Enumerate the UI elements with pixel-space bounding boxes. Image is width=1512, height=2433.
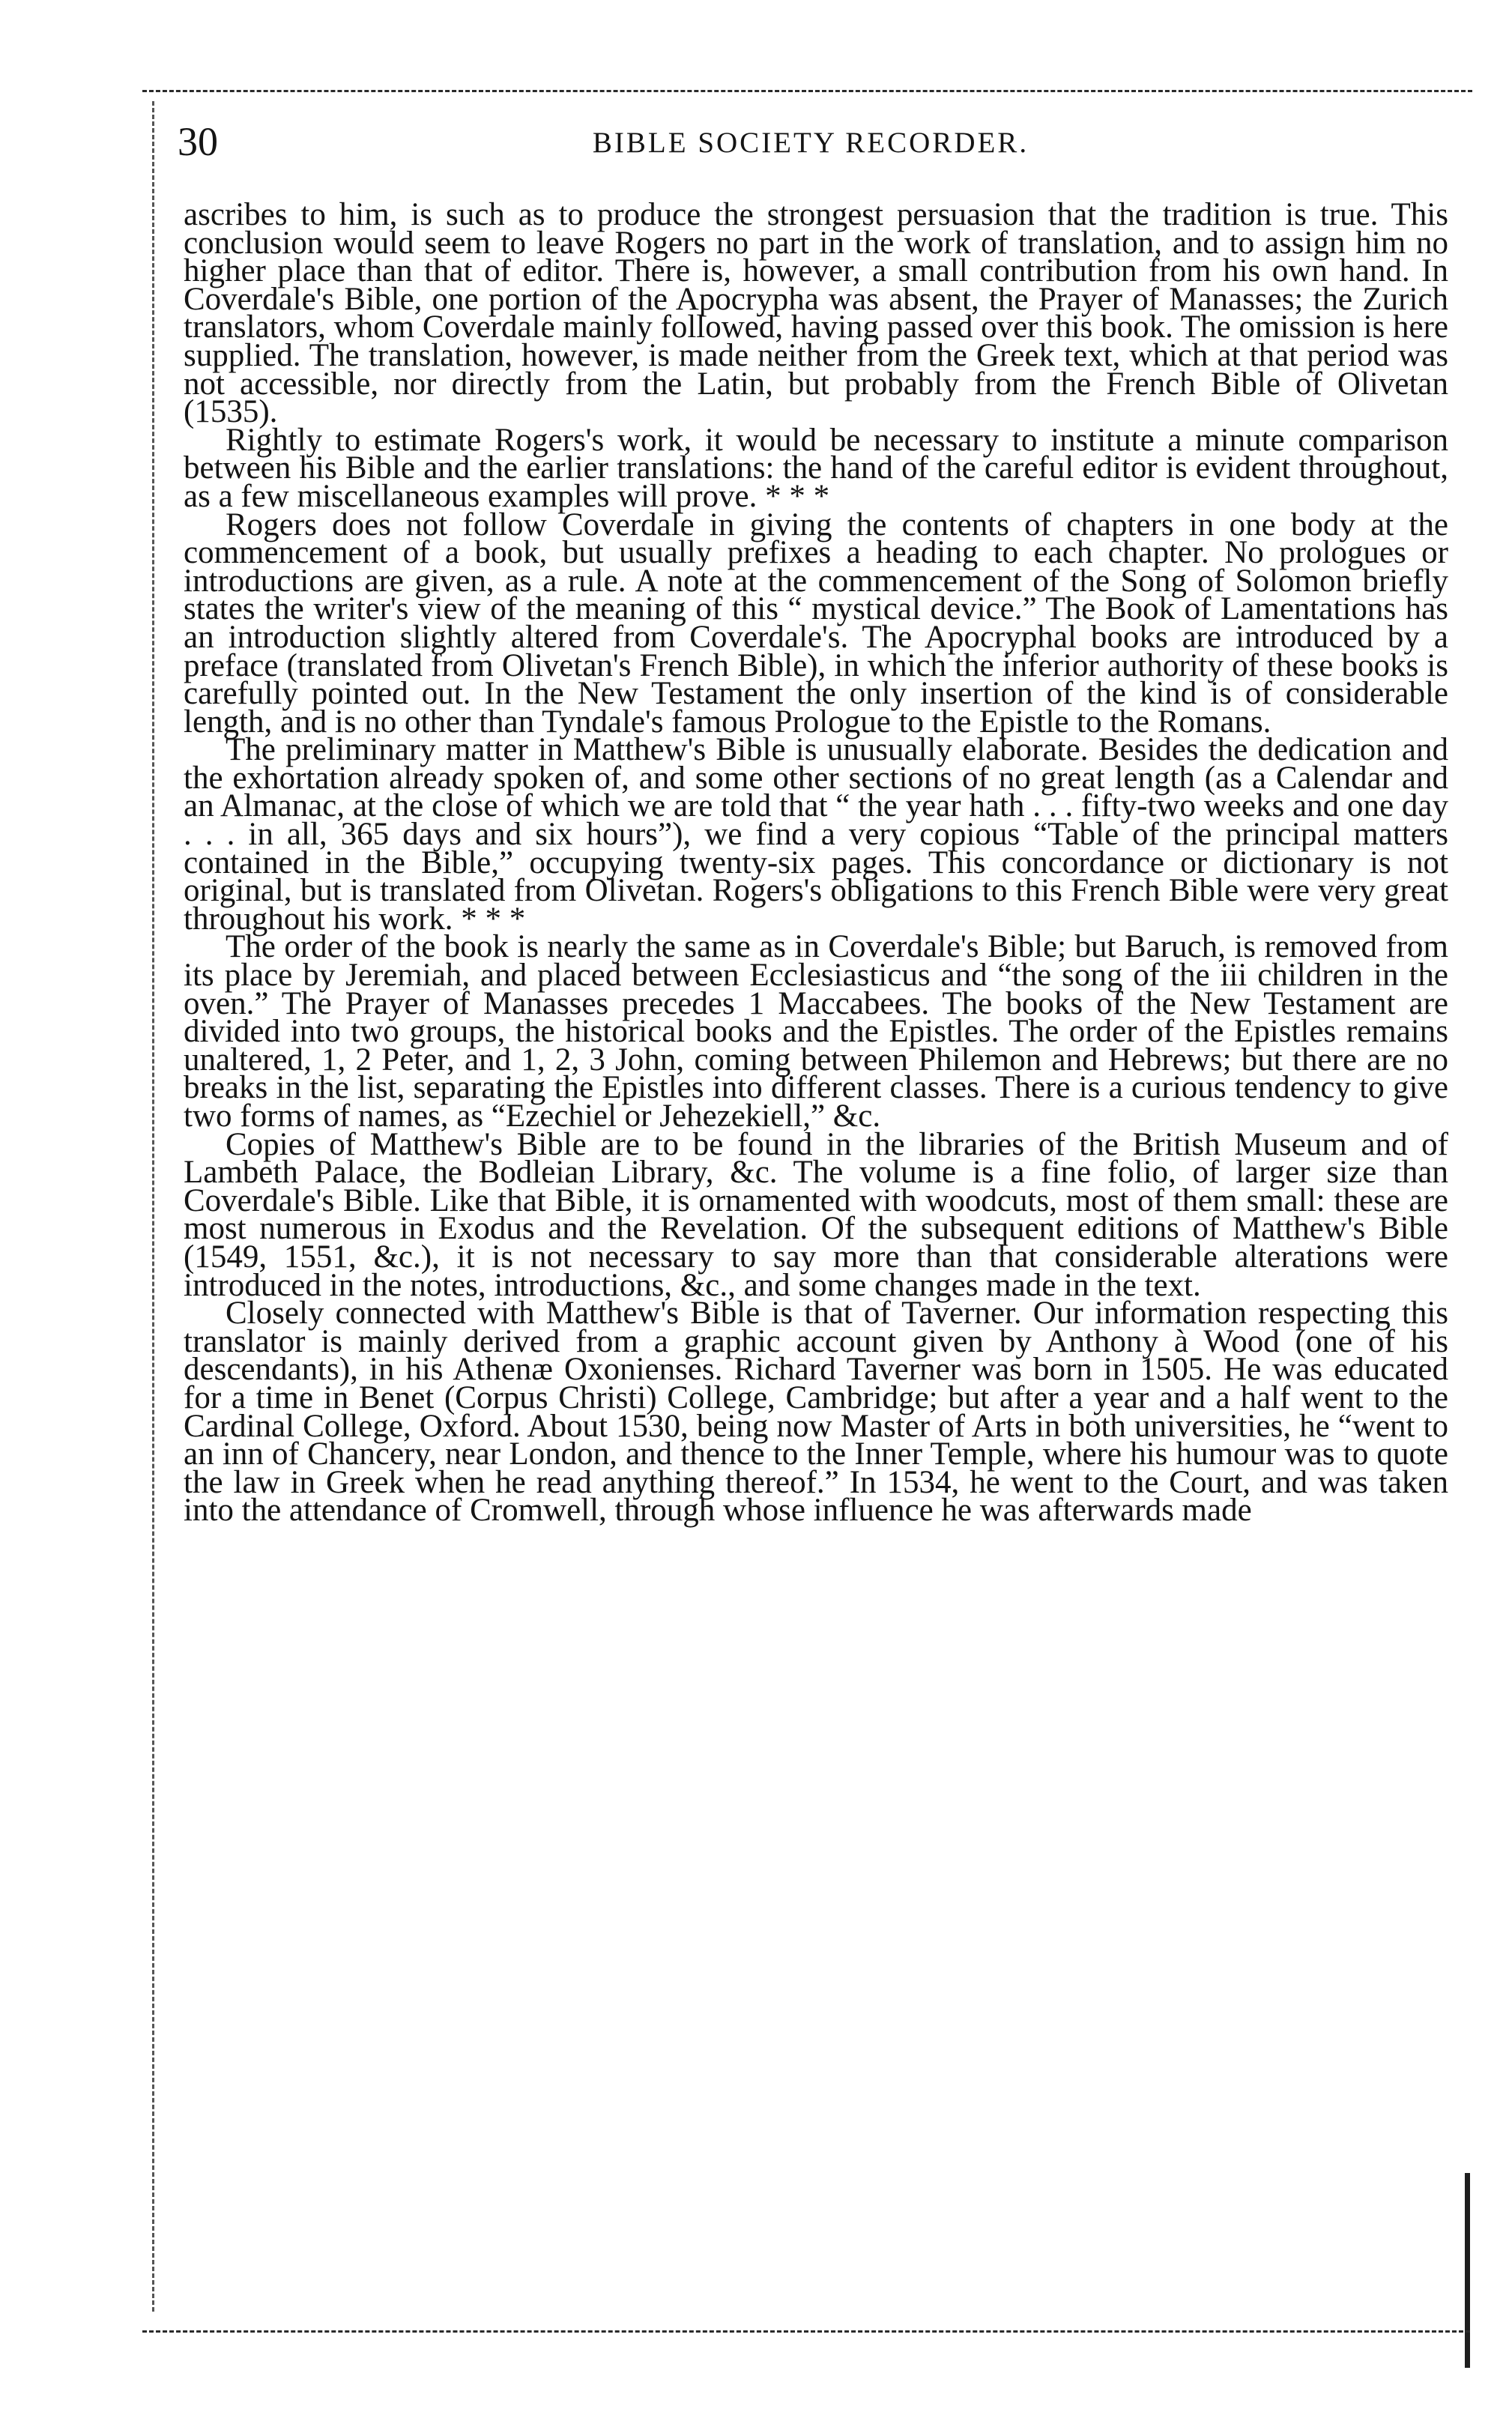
left-margin-rule <box>152 101 154 2312</box>
page-header <box>178 118 1444 171</box>
paragraph-continuation: ascribes to him, is such as to produce the strongest persuasion that the tradition is true. This conclusion would seem to leave Rogers no part in the work of translation, and to assign him no higher place than that of editor. There is, however, a small contribution from his own hand. In Coverdale's Bible, one portion of the Apocrypha was absent, the Prayer of Manasses; the Zurich translators, whom Coverdale mainly followed, having passed over this book. The omission is here supplied. The translation, however, is made neither from the Greek text, which at that period was not accessible, nor directly from the Latin, but probably from the French Bible of Olivetan (1535). <box>184 197 1448 430</box>
running-title: BIBLE SOCIETY RECORDER. <box>592 127 1029 159</box>
page-number: 30 <box>178 119 218 164</box>
paragraph-preliminary-matter: The preliminary matter in Matthew's Bible is unusually elaborate. Besides the dedication and the exhortation already spoken of, and some other sections of no great length (as a Calendar and an Almanac, at the close of which we are told that “ the year hath . . . fifty-two weeks and one day . . . in all, 365 days and six hours”), we find a very copious “Table of the principal matters contained in the Bible,” occupying twenty-six pages. This concordance or dictionary is not original, but is translated from Olivetan. Rogers's obligations to this French Bible were very great throughout his work. * * * <box>184 732 1448 937</box>
top-border-rule <box>142 90 1472 92</box>
paragraph-book-order: The order of the book is nearly the same as in Coverdale's Bible; but Baruch, is removed from its place by Jeremiah, and placed between Ecclesiasticus and “the song of the iii children in the oven.” The Prayer of Manasses precedes 1 Maccabees. The books of the New Testament are divided into two groups, the historical books and the Epistles. The order of the Epistles remains unaltered, 1, 2 Peter, and 1, 2, 3 John, coming between Philemon and Hebrews; but there are no breaks in the list, separating the Epistles into different classes. There is a curious tendency to give two forms of names, as “Ezechiel or Jehezekiell,” &c. <box>184 929 1448 1134</box>
paragraph-chapter-headings: Rogers does not follow Coverdale in giving the contents of chapters in one body at the commencement of a book, but usually prefixes a heading to each chapter. No prologues or introductions are given, as a rule. A note at the commencement of the Song of Solomon briefly states the writer's view of the meaning of this “ mystical device.” The Book of Lamentations has an introduction slightly altered from Coverdale's. The Apocryphal books are introduced by a preface (translated from Olivetan's French Bible), in which the inferior authority of these books is carefully pointed out. In the New Testament the only insertion of the kind is of considerable length, and is no other than Tyndale's famous Prologue to the Epistle to the Romans. <box>184 507 1448 740</box>
right-edge-mark <box>1465 2173 1470 2368</box>
paragraph-rogers-work: Rightly to estimate Rogers's work, it would be necessary to institute a minute comparison between his Bible and the earlier translations: the hand of the careful editor is evident throughout, as a few miscellaneous examples will prove. * * * <box>184 422 1448 514</box>
article-body <box>184 197 1448 1529</box>
paragraph-copies: Copies of Matthew's Bible are to be found in the libraries of the British Museum and of Lambeth Palace, the Bodleian Library, &c. The volume is a fine folio, of larger size than Coverdale's Bible. Like that Bible, it is ornamented with woodcuts, most of them small: these are most numerous in Exodus and the Revelation. Of the subsequent editions of Matthew's Bible (1549, 1551, &c.), it is not necessary to say more than that considerable alterations were introduced in the notes, introductions, &c., and some changes made in the text. <box>184 1126 1448 1303</box>
paragraph-taverner: Closely connected with Matthew's Bible is that of Taverner. Our information respecting this translator is mainly derived from a graphic account given by Anthony à Wood (one of his descendants), in his Athenæ Oxonienses. Richard Taverner was born in 1505. He was educated for a time in Benet (Corpus Christi) College, Cambridge; but after a year and a half went to the Cardinal College, Oxford. About 1530, being now Master of Arts in both universities, he “went to an inn of Chancery, near London, and thence to the Inner Temple, where his humour was to quote the law in Greek when he read anything thereof.” In 1534, he went to the Court, and was taken into the attendance of Cromwell, through whose influence he was afterwards made <box>184 1296 1448 1529</box>
bottom-border-rule <box>142 2330 1470 2333</box>
